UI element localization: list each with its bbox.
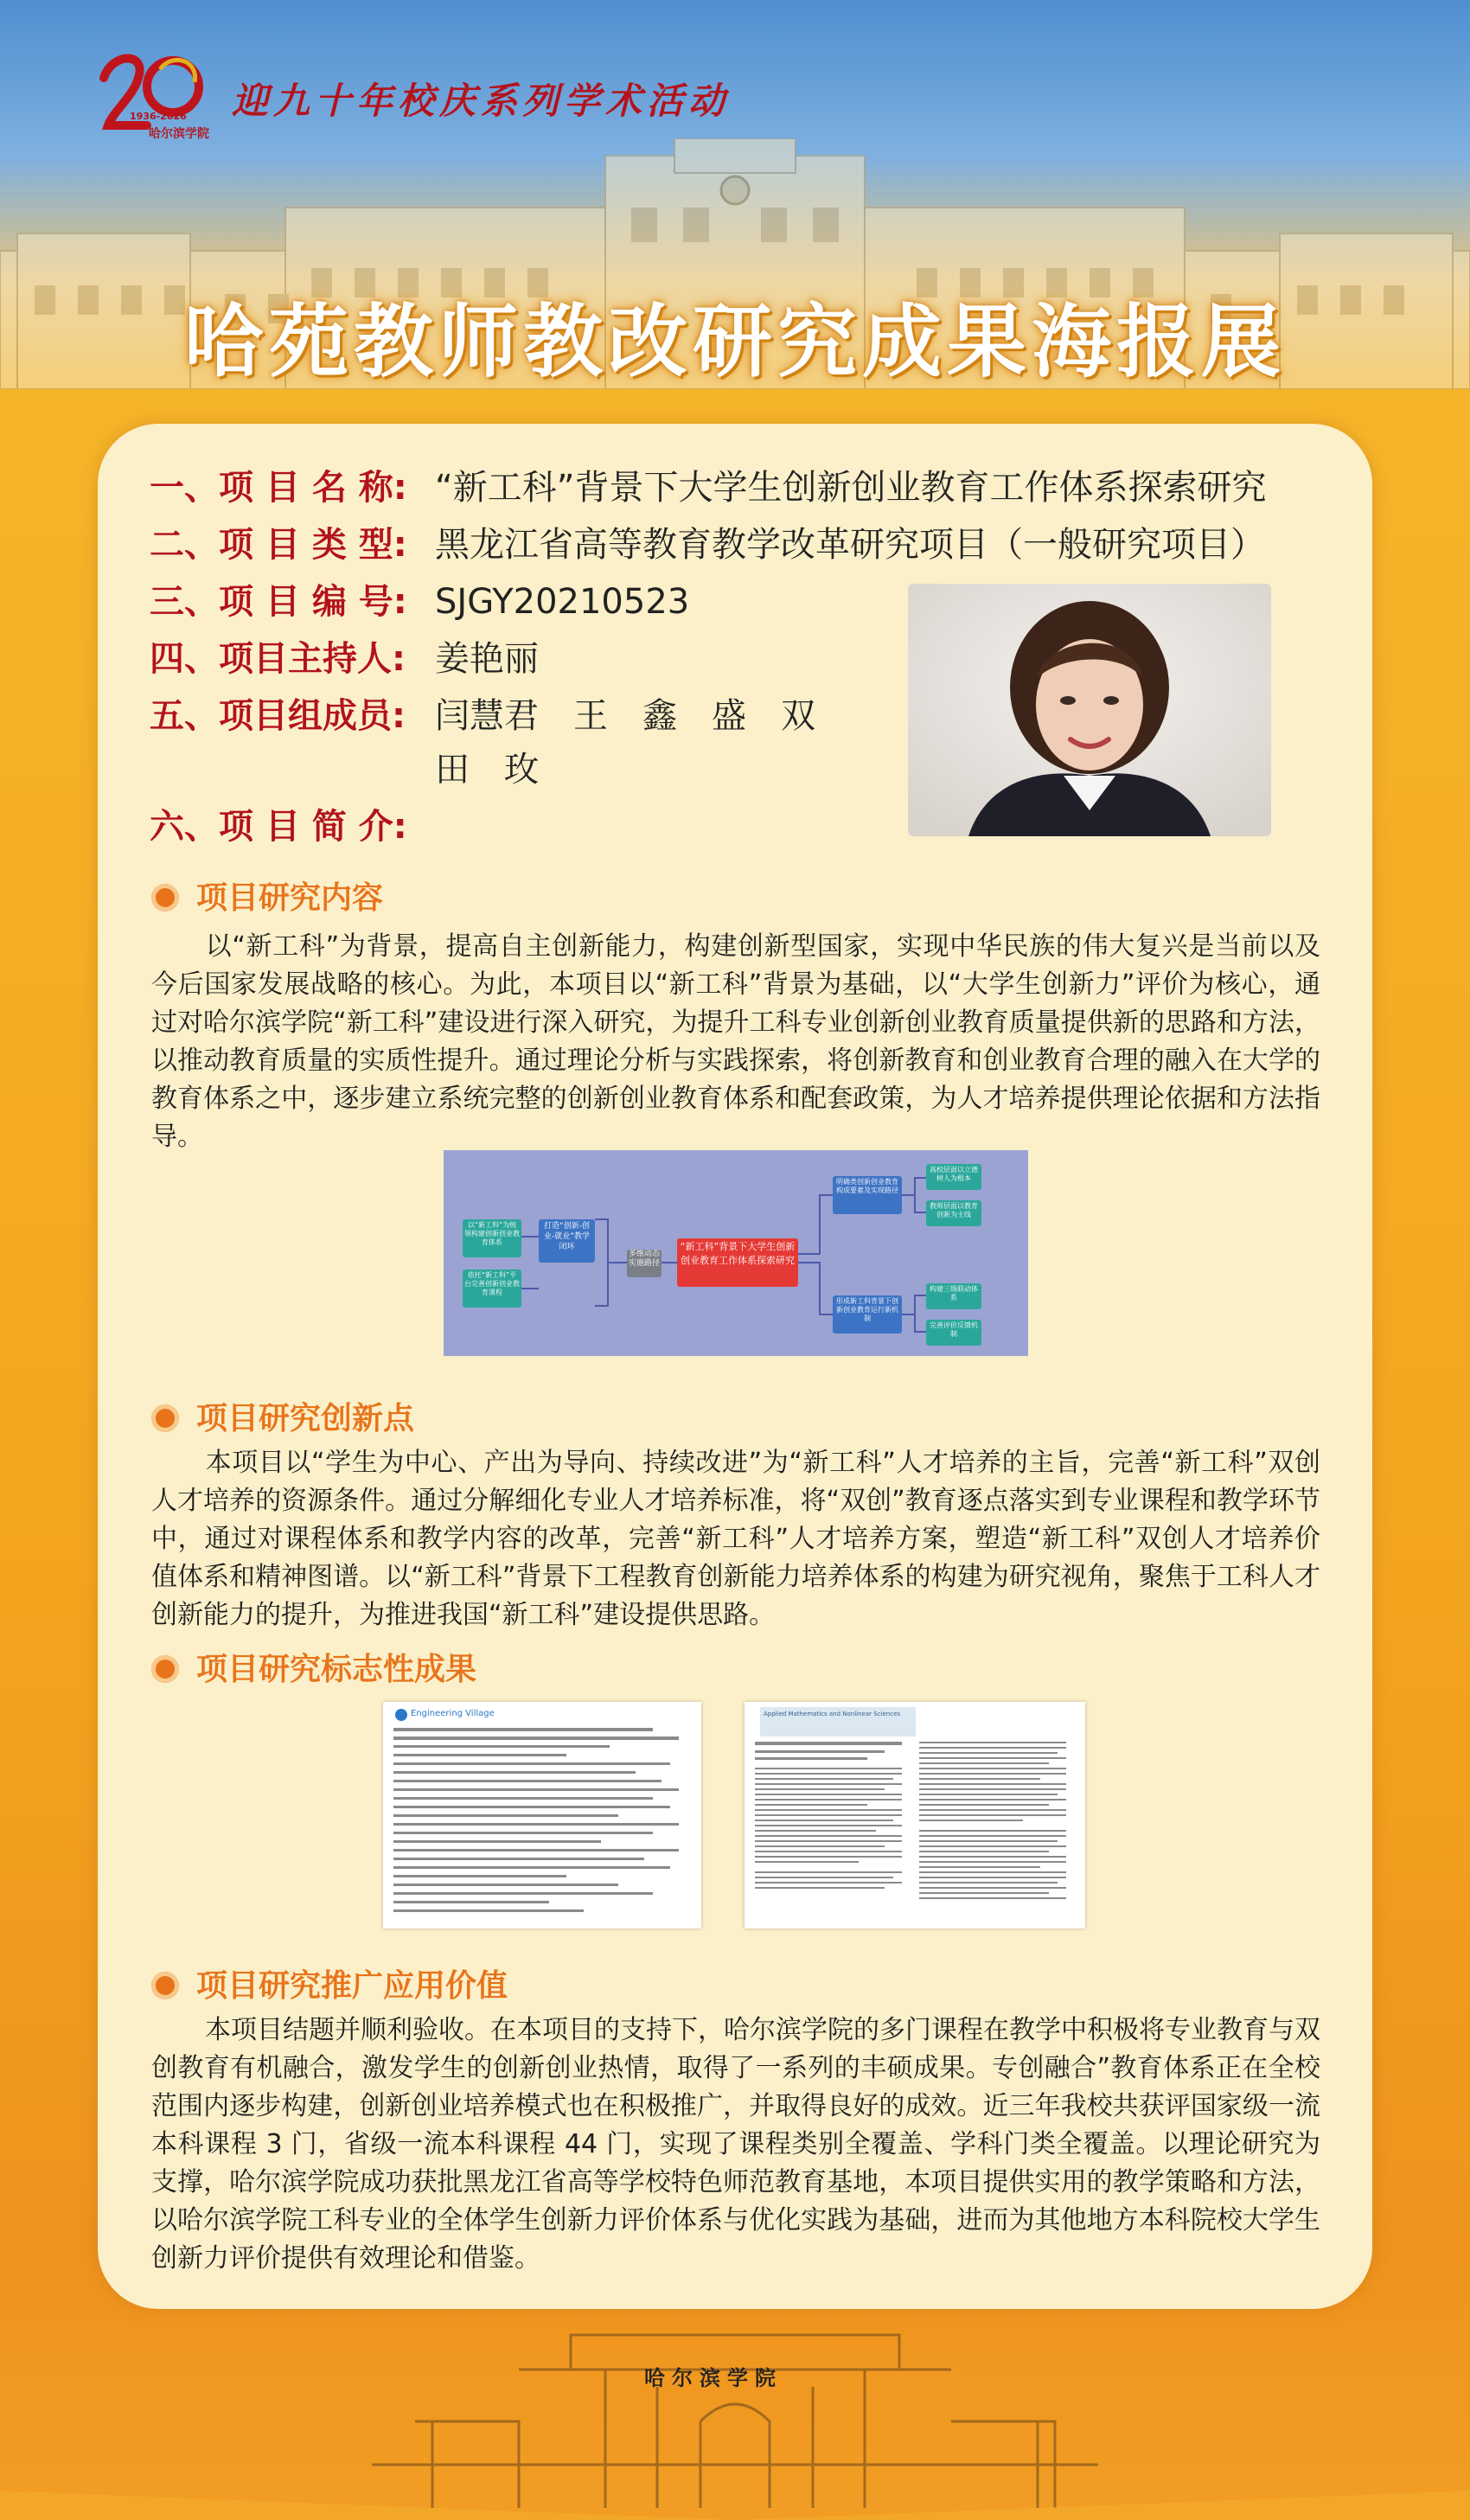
content-panel [98,424,1372,2309]
mind-map-left-leaf-1: 以“新工科”为统领构建创新创业教育体系 [464,1221,520,1246]
bullet-dot-icon [151,1972,179,1999]
mind-map-bottom-node: 形成新工科背景下创新创业教育运行新机制 [836,1297,898,1322]
project-members-row [150,688,815,738]
application-value-text: 本项目结题并顺利验收。在本项目的支持下，哈尔滨学院的多门课程在教学中积极将专业教育与双创教育有机融合，激发学生的创新创业热情，取得了一系列的丰硕成果。专创融合”教育体系正在全校范围内逐步构建，创新创业培养模式也在积极推广，并取得良好的成效。近三年我校共获评国家级一流本科课程 3 门，省级一流本科课程 44 门，实现了课程类别全覆盖、学科门类全覆盖。以理论研究为支撑，哈尔滨学院成功获批黑龙江省高等学校特色师范教育基地，本项目提供实用的教学策略和方法，以哈尔滨学院工科专业的全体学生创新力评价体系与优化实践为基础，进而为其他地方本科院校大学生创新力评价提供有效理论和借鉴。 [151,2015,1320,2274]
project-type-row [150,517,1265,566]
mind-map-bottom-leaf-1: 构建三级联动体系 [930,1285,978,1302]
paper-1-text-lines [393,1728,691,1922]
project-intro-label: 六、项 目 简 介: [150,807,407,847]
project-leader-value: 姜艳丽 [435,639,539,679]
paper-thumbnail-2 [745,1702,1085,1928]
logo-school-name: 哈尔滨学院 [149,127,209,141]
project-leader-photo [908,584,1271,836]
bullet-dot-icon [151,1404,179,1432]
project-name-value: “新工科”背景下大学生创新创业教育工作体系探索研究 [435,468,1267,508]
application-value-heading: 项目研究推广应用价值 [151,1961,508,2005]
paper-2-text-lines [755,1742,1075,1923]
mind-map-left-mid: 打造“创新-创业-就业”教学闭环 [544,1222,590,1251]
mind-map-center: “新工科”背景下大学生创新创业教育工作体系探索研究 [680,1241,796,1266]
project-leader-row [150,631,539,681]
project-type-label: 二、项 目 类 型: [150,525,407,565]
research-content-heading: 项目研究内容 [151,873,383,918]
project-name-label: 一、项 目 名 称: [150,468,407,508]
main-title: 哈苑教师教改研究成果海报展 [183,296,1286,388]
bullet-dot-icon [151,1655,179,1683]
project-name-row [150,460,1266,509]
paper-1-brand: Engineering Village [411,1709,495,1718]
mind-map-top-node: 明确类创新创业教育构成要素及实现路径 [836,1178,898,1194]
mind-map-left-node: 多维动态实施路径 [628,1250,660,1268]
top-banner [0,0,1470,415]
project-members-label: 五、项目组成员: [150,696,406,736]
bullet-dot-icon [151,884,179,911]
research-content-text: 以“新工科”为背景，提高自主创新能力，构建创新型国家，实现中华民族的伟大复兴是当前以及今后国家发展战略的核心。为此，本项目以“新工科”背景为基础，以“大学生创新力”评价为核心，通过对哈尔滨学院“新工科”建设进行深入研究，为提升工科专业创新创业教育质量提供新的思路和方法，以推动教育质量的实质性提升。通过理论分析与实践探索，将创新教育和创业教育合理的融入在大学的教育体系之中，逐步建立系统完整的创新创业教育体系和配套政策，为人才培养提供理论依据和方法指导。 [151,931,1320,1152]
project-leader-label: 四、项目主持人: [150,639,406,679]
project-intro-row [150,799,435,848]
paper-thumbnail-1 [383,1702,701,1928]
research-mind-map [444,1150,1028,1356]
event-title: 迎九十年校庆系列学术活动 [232,80,731,122]
project-type-value: 黑龙江省高等教育教学改革研究项目（一般研究项目） [435,525,1265,565]
project-members-value: 闫慧君 王 鑫 盛 双 [435,696,815,736]
achievement-heading: 项目研究标志性成果 [151,1645,476,1689]
engineering-village-logo-icon [395,1709,407,1721]
mind-map-top-leaf-1: 高校层面以立德树人为根本 [930,1166,978,1182]
project-members-row-2 [150,742,539,791]
paper-2-journal: Applied Mathematics and Nonlinear Sciences [764,1711,901,1717]
innovation-text: 本项目以“学生为中心、产出为导向、持续改进”为“新工科”人才培养的主旨，完善“新工科”双创人才培养的资源条件。通过分解细化专业人才培养标准，将“双创”教育逐点落实到专业课程和教学环节中，通过对课程体系和教学内容的改革，完善“新工科”人才培养方案，塑造“新工科”双创人才培养价值体系和精神图谱。以“新工科”背景下工程教育创新能力培养体系的构建为研究视角，聚焦于工科人才创新能力的提升，为推进我国“新工科”建设提供思路。 [151,1448,1320,1630]
project-code-label: 三、项 目 编 号: [150,582,407,622]
mind-map-left-leaf-2: 依托“新工科”平台完善创新创业教育课程 [464,1271,520,1296]
innovation-heading: 项目研究创新点 [151,1394,414,1438]
project-code-value: SJGY20210523 [435,582,690,622]
logo-years: 1936-2026 [130,111,187,122]
mind-map-bottom-leaf-2: 完善评价反馈机制 [930,1321,978,1338]
project-code-row [150,574,689,624]
footer-school-name: 哈尔滨学院 [644,2365,783,2390]
mind-map-top-leaf-2: 教师层面以教育创新为主线 [930,1202,978,1218]
project-members-value-2: 田 玫 [435,750,539,790]
footer-gate-illustration [0,2318,1470,2520]
